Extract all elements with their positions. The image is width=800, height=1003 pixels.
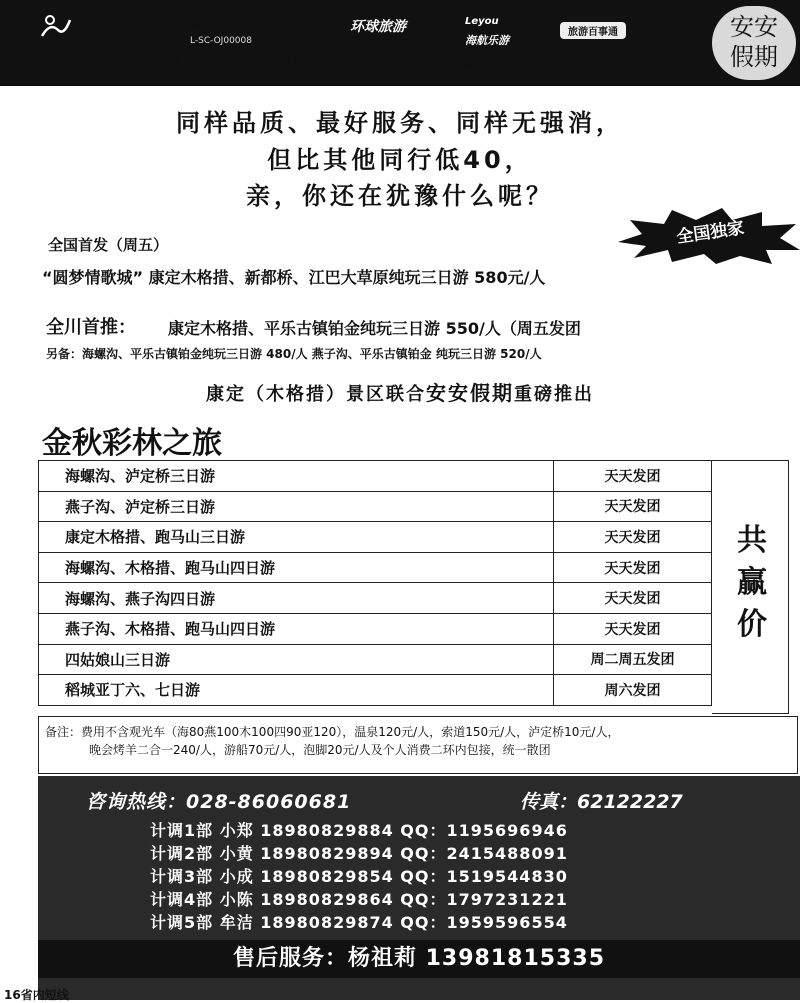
tour-title: 金秋彩林之旅	[42, 426, 222, 461]
route-name: 康定木格措、跑马山三日游	[39, 522, 554, 553]
route-name: 海螺沟、泸定桥三日游	[39, 461, 554, 492]
route-schedule: 天天发团	[554, 522, 712, 553]
table-row	[39, 522, 712, 553]
table-row	[39, 644, 712, 675]
headline-1: 同样品质、最好服务、同样无强消，	[176, 109, 624, 137]
joint-brand: 安安假期	[426, 381, 514, 405]
route-schedule: 周二周五发团	[554, 644, 712, 675]
joint-post: 重磅推出	[514, 384, 594, 405]
contact-row: 计调3部 小成 18980829854 QQ：1519544830	[150, 867, 568, 886]
brand-leyou: Leyou	[465, 16, 499, 27]
route-schedule: 天天发团	[554, 613, 712, 644]
route-schedule: 天天发团	[554, 461, 712, 492]
headline-3: 亲，你还在犹豫什么呢？	[246, 182, 554, 210]
brand-baishitong-label: 旅游百事通	[568, 27, 618, 38]
table-row	[39, 461, 712, 492]
route-name: 海螺沟、木格措、跑马山四日游	[39, 552, 554, 583]
price-label-char: 赢	[737, 565, 767, 600]
contact-row: 计调1部 小郑 18980829884 QQ：1195696946	[150, 821, 568, 840]
offer-quanchuan-label: 全川首推：	[46, 317, 136, 338]
offer-quanchuan: 康定木格措、平乐古镇铂金纯玩三日游 550/人（周五发团	[168, 319, 581, 338]
brand-baishitong	[560, 22, 626, 39]
offer-menghuan: “圆梦情歌城” 康定木格措、新都桥、江巴大草原纯玩三日游 580元/人	[42, 268, 546, 287]
aftersales-bar: 售后服务：杨祖莉 13981815335	[38, 940, 800, 978]
company-logo-icon	[40, 12, 72, 40]
headline-2: 但比其他同行低40，	[267, 146, 533, 174]
header-tagline: 国家AAAA级旅游景区/世界自然遗产提名地/国家级重点风景名胜区	[151, 54, 615, 72]
route-name: 燕子沟、泸定桥三日游	[39, 491, 554, 522]
company-name: 成都市光大国际旅行社有限责任公司	[80, 14, 273, 28]
joint-launch	[0, 377, 800, 406]
price-label-char: 共	[737, 523, 767, 558]
notes-line: 备注：费用不含观光车（海80燕100木100四90亚120），温泉120元/人，索道150元/人，泸定桥10元/人，	[45, 725, 620, 739]
exclusive-label: 全国独家	[675, 218, 746, 248]
route-name: 燕子沟、木格措、跑马山四日游	[39, 613, 554, 644]
table-row	[39, 491, 712, 522]
premiere-label: 全国首发（周五）	[48, 236, 169, 254]
route-name: 稻城亚丁六、七日游	[39, 675, 554, 706]
table-row	[39, 583, 712, 614]
route-name: 四姑娘山三日游	[39, 644, 554, 675]
notes-box	[38, 716, 798, 774]
license-number: L-SC-OJ00008	[190, 36, 252, 46]
fax: 传真：62122227	[520, 791, 683, 813]
table-row	[39, 552, 712, 583]
anan-badge-line2: 假期	[730, 43, 778, 71]
route-schedule: 天天发团	[554, 583, 712, 614]
notes-line: 晚会烤羊二合一240/人，游船70元/人，泡脚20元/人及个人消费二环内包接，统一散团	[89, 743, 551, 757]
route-table	[38, 460, 712, 706]
contact-row: 计调4部 小陈 18980829864 QQ：1797231221	[150, 890, 568, 909]
table-row	[39, 675, 712, 706]
brand-haihang: 海航乐游	[465, 34, 509, 47]
offer-alternatives: 另备：海螺沟、平乐古镇铂金纯玩三日游 480/人 燕子沟、平乐古镇铂金 纯玩三日游 520/人	[46, 347, 542, 361]
contact-row: 计调5部 牟洁 18980829874 QQ：1959596554	[150, 913, 568, 932]
route-schedule: 天天发团	[554, 552, 712, 583]
route-name: 海螺沟、燕子沟四日游	[39, 583, 554, 614]
hotline: 咨询热线：028-86060681	[86, 791, 352, 813]
route-schedule: 周六发团	[554, 675, 712, 706]
brand-huanqiu: 环球旅游	[350, 19, 406, 35]
joint-pre: 康定（木格措）景区联合	[206, 384, 426, 405]
price-label-char: 价	[737, 607, 767, 642]
anan-badge	[712, 6, 796, 80]
price-label	[724, 520, 780, 646]
anan-badge-line1: 安安	[730, 13, 778, 41]
table-row	[39, 613, 712, 644]
route-schedule: 天天发团	[554, 491, 712, 522]
footer-page-label: 16省内短线	[4, 988, 69, 1002]
contact-row: 计调2部 小黄 18980829894 QQ：2415488091	[150, 844, 568, 863]
